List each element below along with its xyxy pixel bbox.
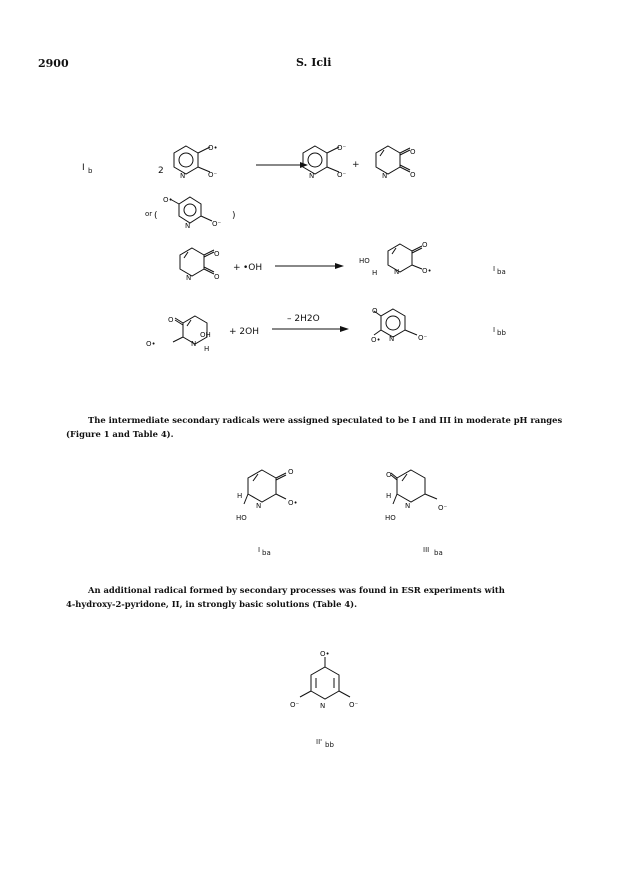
running-head-author: S. Icli xyxy=(296,56,332,69)
iiiba-o-top: O xyxy=(386,471,392,479)
dione-reactant-row3 xyxy=(180,248,214,276)
row4-o-top: O xyxy=(168,316,174,324)
alt-radical-structure xyxy=(170,197,212,223)
product-bb-n: N xyxy=(389,335,395,343)
plus-sign-2: + xyxy=(233,263,241,273)
structure-iiiba xyxy=(391,470,437,504)
product-dione xyxy=(376,146,410,174)
or-prefix: or xyxy=(145,210,153,218)
product-bb-label: I xyxy=(493,326,496,334)
product-ba-label: I xyxy=(493,265,496,273)
reactant-o-anion: O⁻ xyxy=(208,171,218,179)
product-ba-label-sub: ba xyxy=(497,268,506,276)
reactant-n: N xyxy=(180,172,186,180)
label-iiiba: III xyxy=(423,546,430,554)
row3-dione-o-bottom: O xyxy=(214,273,220,281)
alt-o-anion: O⁻ xyxy=(212,220,222,228)
alt-o-radical: O• xyxy=(163,196,173,204)
label-iiiba-sub: ba xyxy=(434,549,443,557)
product-ba-ho: HO xyxy=(359,257,370,265)
close-paren: ) xyxy=(232,211,236,221)
product-bb-o-anion: O⁻ xyxy=(418,334,428,342)
product-bb-structure xyxy=(374,309,417,337)
product-bb-label-sub: bb xyxy=(497,329,506,337)
iiiba-n: N xyxy=(405,502,411,510)
label-iba-sub: ba xyxy=(262,549,271,557)
hydroxyl-radical: •OH xyxy=(243,263,263,273)
iba-o-top: O xyxy=(288,468,294,476)
product-ba-n: N xyxy=(394,268,400,276)
structure-iba xyxy=(244,470,286,504)
row4-o-radical: O• xyxy=(146,340,156,348)
row3-dione-n: N xyxy=(186,274,192,282)
reactant-o-radical: O• xyxy=(208,144,218,152)
row3-dione-o-top: O xyxy=(214,250,220,258)
reactant-pyridone-radical xyxy=(174,146,210,174)
label-iibb: II' xyxy=(316,738,323,746)
iibb-o-radical: O• xyxy=(320,650,330,658)
dione-o-top: O xyxy=(410,148,416,156)
paragraph2-line2: 4-hydroxy-2-pyridone, II, in strongly basic solutions (Table 4). xyxy=(66,599,358,609)
product-ba-h: H xyxy=(372,269,378,277)
plus-sign-1: + xyxy=(352,160,360,170)
product-dianion xyxy=(303,146,339,174)
iibb-o-anion-right: O⁻ xyxy=(349,701,359,709)
hydroxy-reactant-row4 xyxy=(173,316,207,344)
ion-label-Ib: I xyxy=(82,163,85,173)
dione-n: N xyxy=(382,172,388,180)
minus-water: – 2H2O xyxy=(287,314,320,324)
iba-n: N xyxy=(256,502,262,510)
row4-oh: OH xyxy=(200,331,211,339)
paragraph2-line1: An additional radical formed by secondary processes was found in ESR experiments with xyxy=(88,585,505,595)
product1-n: N xyxy=(309,172,315,180)
product-bb-o-bottom: O• xyxy=(371,336,381,344)
iiiba-h: H xyxy=(386,492,392,500)
label-iibb-sub: bb xyxy=(325,741,334,749)
product-bb-o-top: O xyxy=(372,307,378,315)
coefficient-2: 2 xyxy=(158,166,164,176)
ion-label-Ib-sub: b xyxy=(88,167,93,175)
structure-iibb xyxy=(300,657,350,699)
two-oh-reagent: + 2OH xyxy=(229,327,259,337)
row4-h: H xyxy=(204,345,210,353)
product-ba-o-radical: O• xyxy=(422,267,432,275)
iba-h: H xyxy=(237,492,243,500)
paragraph1-line1: The intermediate secondary radicals were assigned speculated to be I and III in moderate pH ranges xyxy=(88,415,563,425)
iiiba-o-anion: O⁻ xyxy=(438,504,448,512)
open-paren: ( xyxy=(154,211,158,221)
iibb-n: N xyxy=(320,702,326,710)
label-iba: I xyxy=(258,546,261,554)
product1-o-anion-bottom: O⁻ xyxy=(337,171,347,179)
iibb-o-anion-left: O⁻ xyxy=(290,701,300,709)
alt-n: N xyxy=(185,222,191,230)
dione-o-bottom: O xyxy=(410,171,416,179)
iiiba-ho: HO xyxy=(385,514,396,522)
product1-o-anion-top: O⁻ xyxy=(337,144,347,152)
page-number: 2900 xyxy=(38,57,69,70)
iba-o-radical: O• xyxy=(288,499,298,507)
row4-n: N xyxy=(191,340,197,348)
iba-ho: HO xyxy=(236,514,247,522)
product-ba-o-top: O xyxy=(422,241,428,249)
paragraph1-line2: (Figure 1 and Table 4). xyxy=(66,429,174,439)
